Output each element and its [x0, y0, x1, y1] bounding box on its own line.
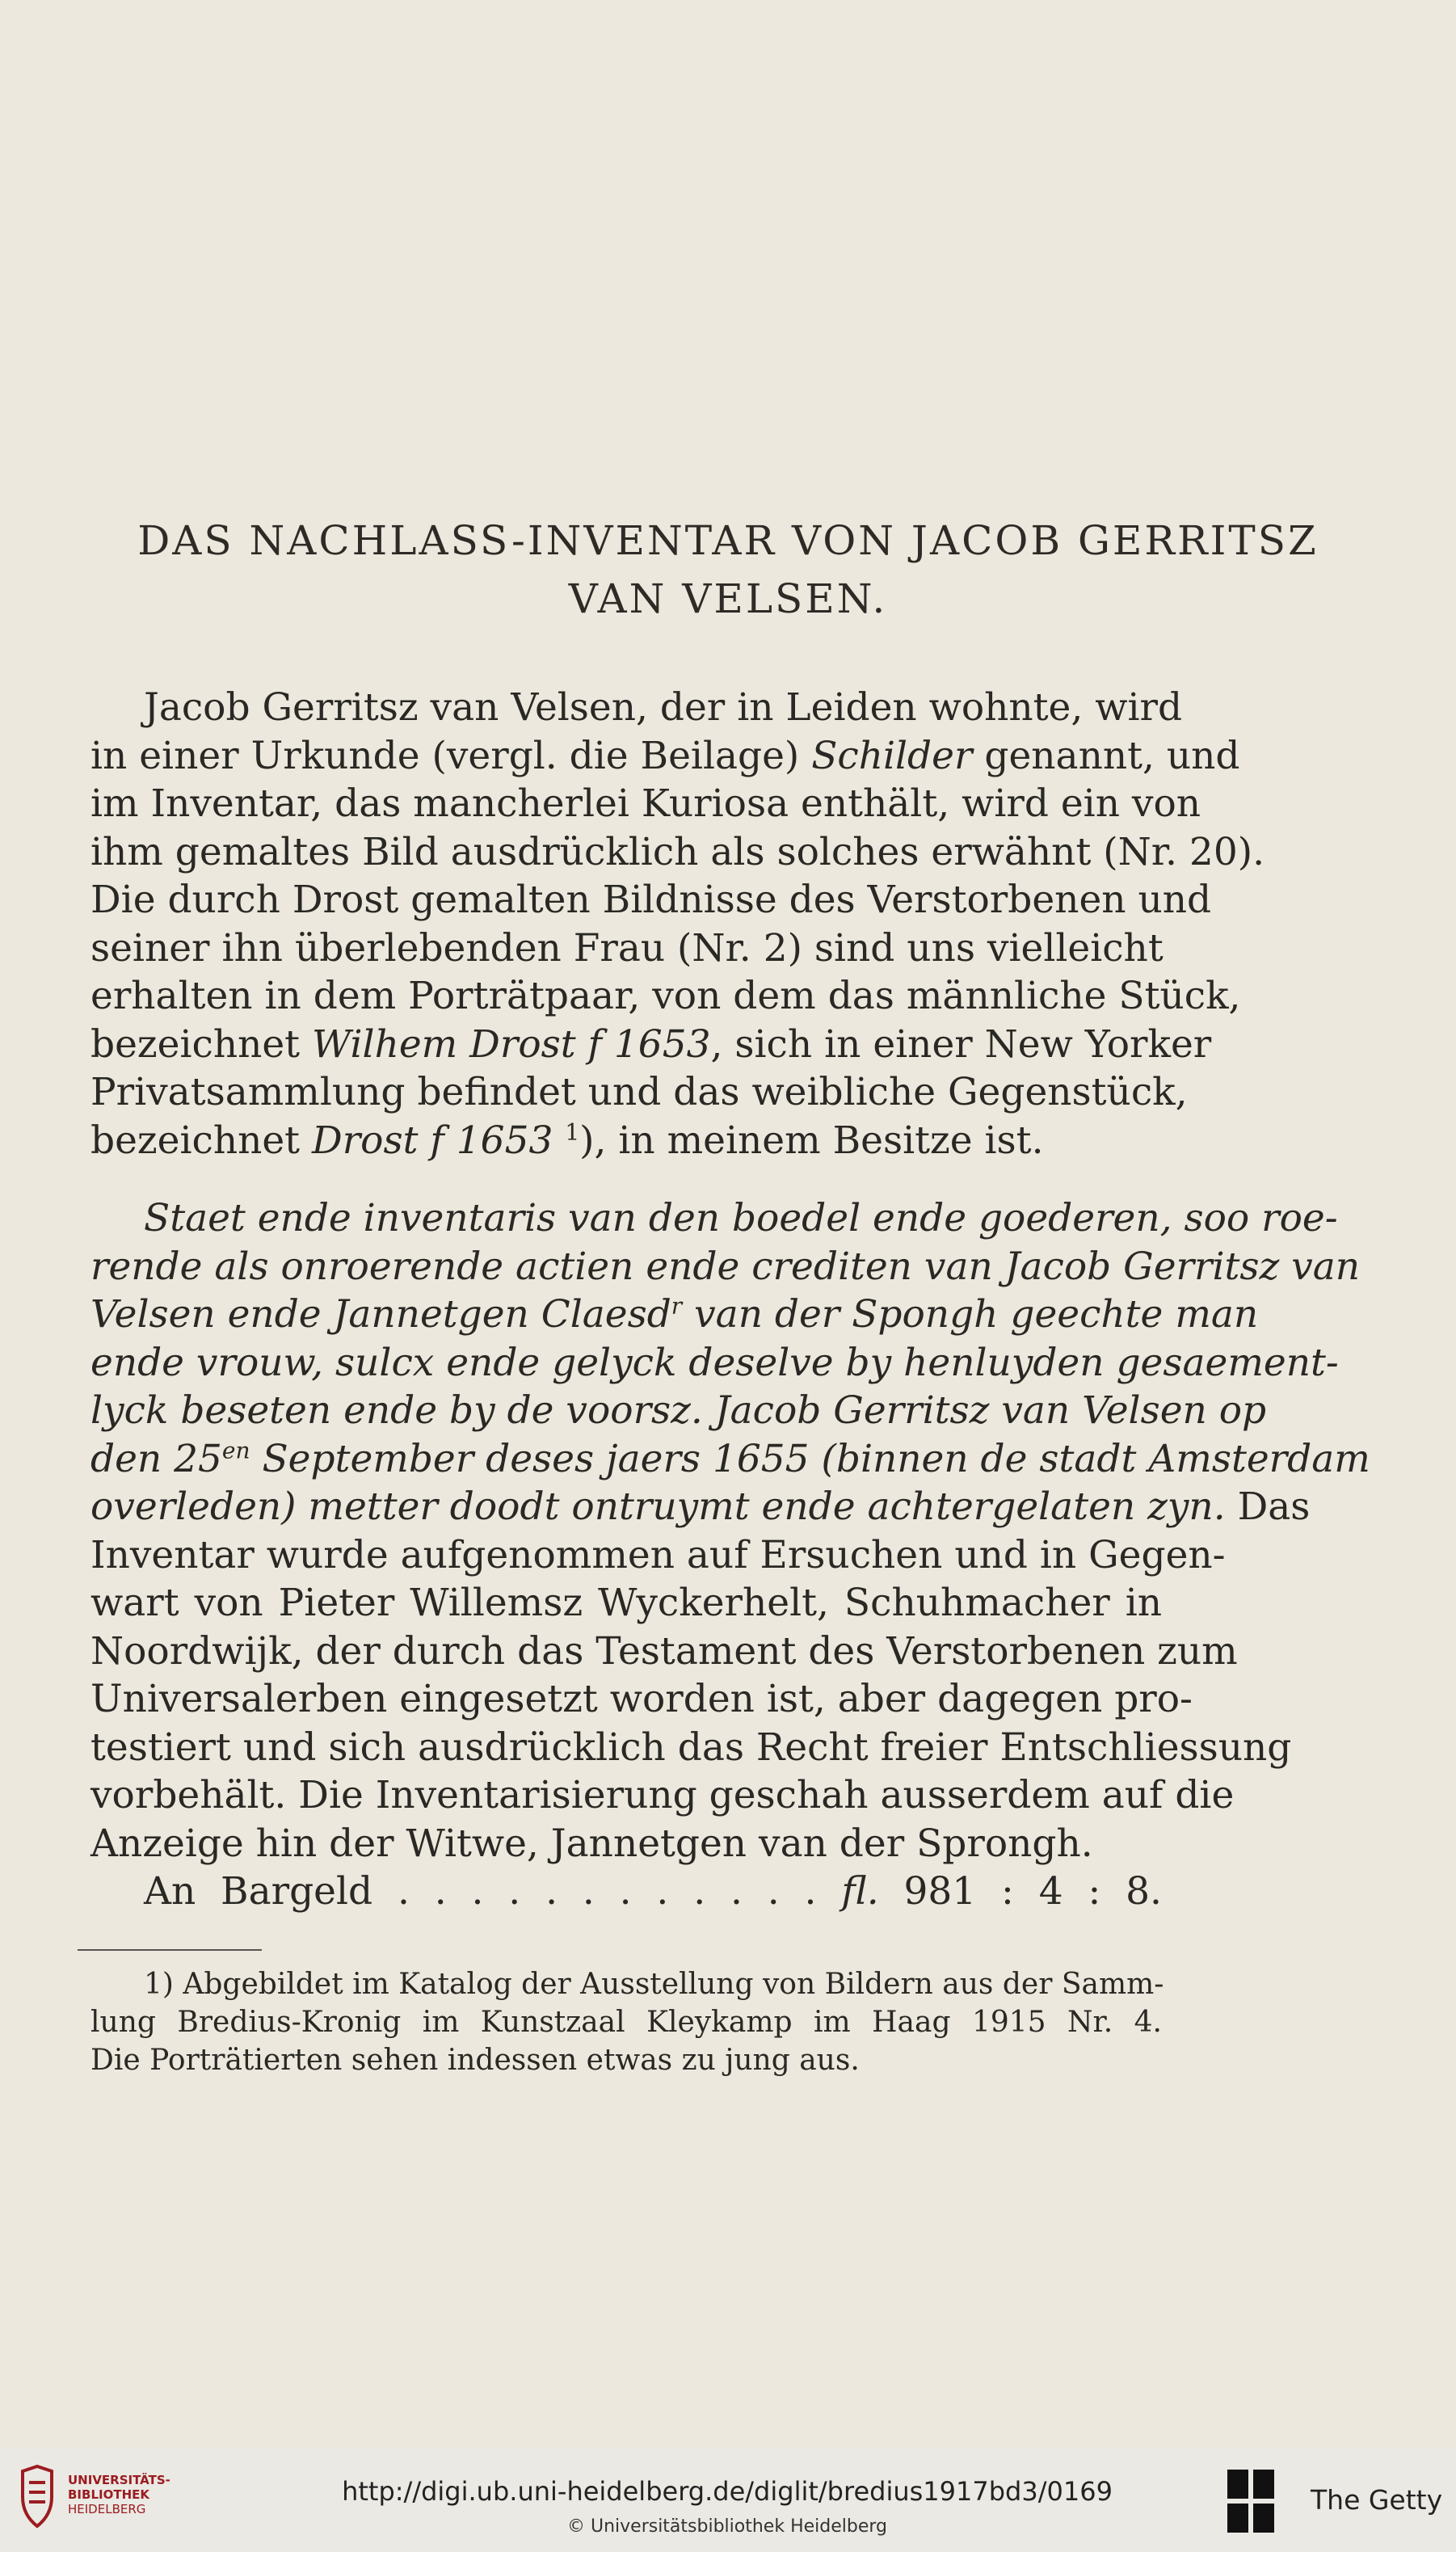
permalink-url[interactable]: http://digi.ub.uni-heidelberg.de/diglit/bredius1917bd3/0169	[342, 2476, 1113, 2507]
getty-logo-icon	[1224, 2465, 1281, 2537]
copyright-notice: © Universitätsbibliothek Heidelberg	[566, 2516, 887, 2537]
bargeld-line: An Bargeld . . . . . . . . . . . . fl. 981 : 4 : 8.	[144, 1869, 1162, 1914]
text-line: Privatsammlung befindet und das weibliche Gegenstück,	[90, 1070, 1188, 1114]
text-line: Die durch Drost gemalten Bildnisse des Verstorbenen und	[90, 878, 1212, 922]
text-line: ihm gemaltes Bild ausdrücklich als solches erwähnt (Nr. 20).	[90, 829, 1265, 874]
dot-leader: . . . . . . . . . . . .	[397, 1869, 817, 1914]
paragraph-inventory	[90, 1194, 1370, 1916]
text-line: den $25^{en}$ September deses jaers 1655 (binnen de stadt Amsterdam	[90, 1436, 1370, 1481]
footnote-line: 1) Abgebildet im Katalog der Ausstellung von Bildern aus der Samm-	[144, 1968, 1164, 2001]
text-line: bezeichnet Drost f 1653 $^1$), in meinem Besitze ist.	[90, 1118, 1044, 1163]
text-line: lyck beseten ende by de voorsz. Jacob Gerritsz van Velsen op	[90, 1388, 1267, 1433]
university-library-name: UNIVERSITÄTS- BIBLIOTHEK HEIDELBERG	[68, 2473, 170, 2516]
text-line: Staet ende inventaris van den boedel ende goederen, soo roe-	[144, 1196, 1338, 1240]
text-line: overleden) metter doodt ontruymt ende achtergelaten zyn. Das	[90, 1484, 1311, 1529]
footnote-marker: 1	[565, 1118, 580, 1145]
text-line: Velsen ende Jannetgen Claesd$^r$ van der Spongh geechte man	[90, 1292, 1259, 1337]
text-line: seiner ihn überlebenden Frau (Nr. 2) sind uns vielleicht	[90, 925, 1164, 971]
text-line: Inventar wurde aufgenommen auf Ersuchen und in Gegen-	[90, 1532, 1226, 1577]
text-line: Anzeige hin der Witwe, Jannetgen van der Sprongh.	[90, 1821, 1093, 1866]
paragraph-intro	[90, 684, 1265, 1164]
text-line: Jacob Gerritsz van Velsen, der in Leiden wohnte, wird	[144, 685, 1183, 730]
footnote-line: Die Porträtierten sehen indessen etwas zu jung aus.	[90, 2044, 860, 2077]
text-line: wart von Pieter Willemsz Wyckerhelt, Schuhmacher in	[90, 1581, 1162, 1625]
text-line: rende als onroerende actien ende crediten van Jacob Gerritsz van	[90, 1244, 1361, 1289]
text-line: ende vrouw, sulcx ende gelyck deselve by henluyden gesaement-	[90, 1340, 1339, 1385]
footnote-line: lung Bredius-Kronig im Kunstzaal Kleykamp im Haag 1915 Nr. 4.	[90, 2006, 1162, 2039]
text-line: vorbehält. Die Inventarisierung geschah ausserdem auf die	[90, 1773, 1235, 1817]
viewer-footer-bar	[0, 2449, 1456, 2552]
text-line: testiert und sich ausdrücklich das Recht freier Entschliessung	[90, 1724, 1292, 1770]
text-line: bezeichnet Wilhem Drost f 1653, sich in einer New Yorker	[90, 1021, 1212, 1067]
footnote-divider	[78, 1949, 262, 1951]
text-line: in einer Urkunde (vergl. die Beilage) Schilder genannt, und	[90, 733, 1240, 778]
text-line: erhalten in dem Porträtpaar, von dem das männliche Stück,	[90, 974, 1241, 1018]
text-line: Noordwijk, der durch das Testament des Verstorbenen zum	[90, 1628, 1238, 1674]
getty-name: The Getty	[1311, 2484, 1443, 2516]
footnote	[90, 1965, 1162, 2079]
university-library-logo-icon	[16, 2465, 58, 2529]
page-title: DAS NACHLASS-INVENTAR VON JACOB GERRITSZ	[137, 517, 1319, 564]
text-line: im Inventar, das mancherlei Kuriosa enthält, wird ein von	[90, 781, 1201, 826]
text-line: Universalerben eingesetzt worden ist, aber dagegen pro-	[90, 1677, 1193, 1721]
page-title-continued: VAN VELSEN.	[568, 575, 888, 622]
